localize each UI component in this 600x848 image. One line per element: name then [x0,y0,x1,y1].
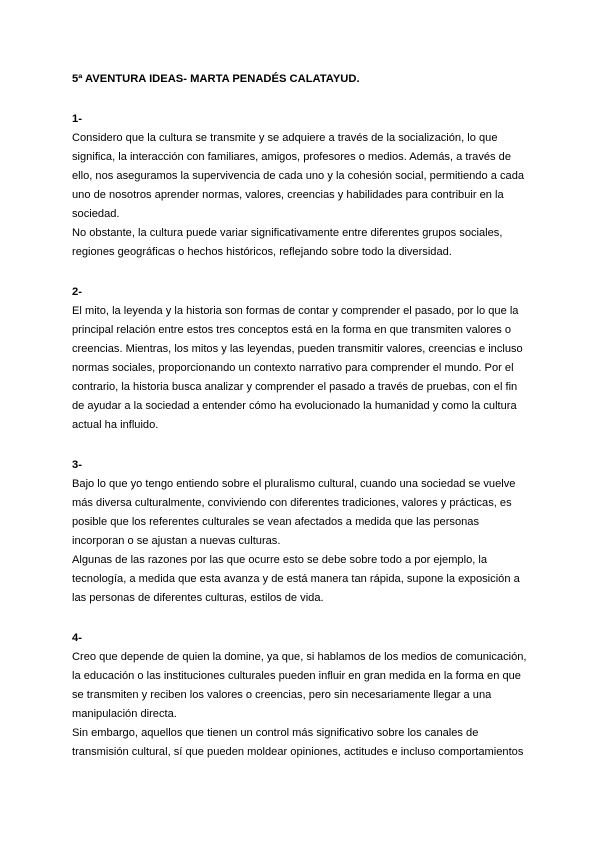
section-number: 4- [72,632,82,644]
section-number: 2- [72,286,82,298]
section-number: 3- [72,459,82,471]
paragraph: Sin embargo, aquellos que tienen un control más significativo sobre los canales de transmisión cultural, sí que pueden moldear opiniones, actitudes e incluso comportamientos [72,727,524,758]
paragraph: El mito, la leyenda y la historia son formas de contar y comprender el pasado, por lo que la principal relación entre estos tres conceptos está en la forma en que transmiten valores o creencias. Mientras, los mitos y las leyendas, pueden transmitir valores, creencias e incluso normas sociales, proporcionando un contexto narrativo para comprender el mundo. Por el contrario, la historia busca analizar y comprender el pasado a través de pruebas, con el fin de ayudar a la sociedad a entender cómo ha evolucionado la humanidad y como la cultura actual ha influido. [72,305,523,431]
section-1 [72,110,528,262]
paragraph: No obstante, la cultura puede variar significativamente entre diferentes grupos sociales, regiones geográficas o hechos históricos, reflejando sobre todo la diversidad. [72,227,503,258]
section-3 [72,456,528,608]
paragraph: Algunas de las razones por las que ocurre esto se debe sobre todo a por ejemplo, la tecnología, a medida que esta avanza y de está manera tan rápida, supone la exposición a las personas de diferentes culturas, estilos de vida. [72,554,520,604]
section-2 [72,283,528,435]
section-4 [72,629,528,762]
section-number: 1- [72,113,82,125]
paragraph: Considero que la cultura se transmite y se adquiere a través de la socialización, lo que significa, la interacción con familiares, amigos, profesores o medios. Además, a través de ello, nos aseguramos la supervivencia de cada uno y la cohesión social, permitiendo a cada uno de nosotros aprender normas, valores, creencias y habilidades para contribuir en la sociedad. [72,132,525,220]
document-title: 5ª AVENTURA IDEAS- MARTA PENADÉS CALATAYUD. [72,73,360,85]
document-body [72,70,528,783]
paragraph: Bajo lo que yo tengo entiendo sobre el pluralismo cultural, cuando una sociedad se vuelve más diversa culturalmente, conviviendo con diferentes tradiciones, valores y prácticas, es posible que los referentes culturales se vean afectados a medida que las personas incorporan o se ajustan a nuevas culturas. [72,478,516,547]
paragraph: Creo que depende de quien la domine, ya que, si hablamos de los medios de comunicación, la educación o las instituciones culturales pueden influir en gran medida en la forma en que se transmiten y reciben los valores o creencias, pero sin necesariamente llegar a una manipulación directa. [72,651,527,720]
